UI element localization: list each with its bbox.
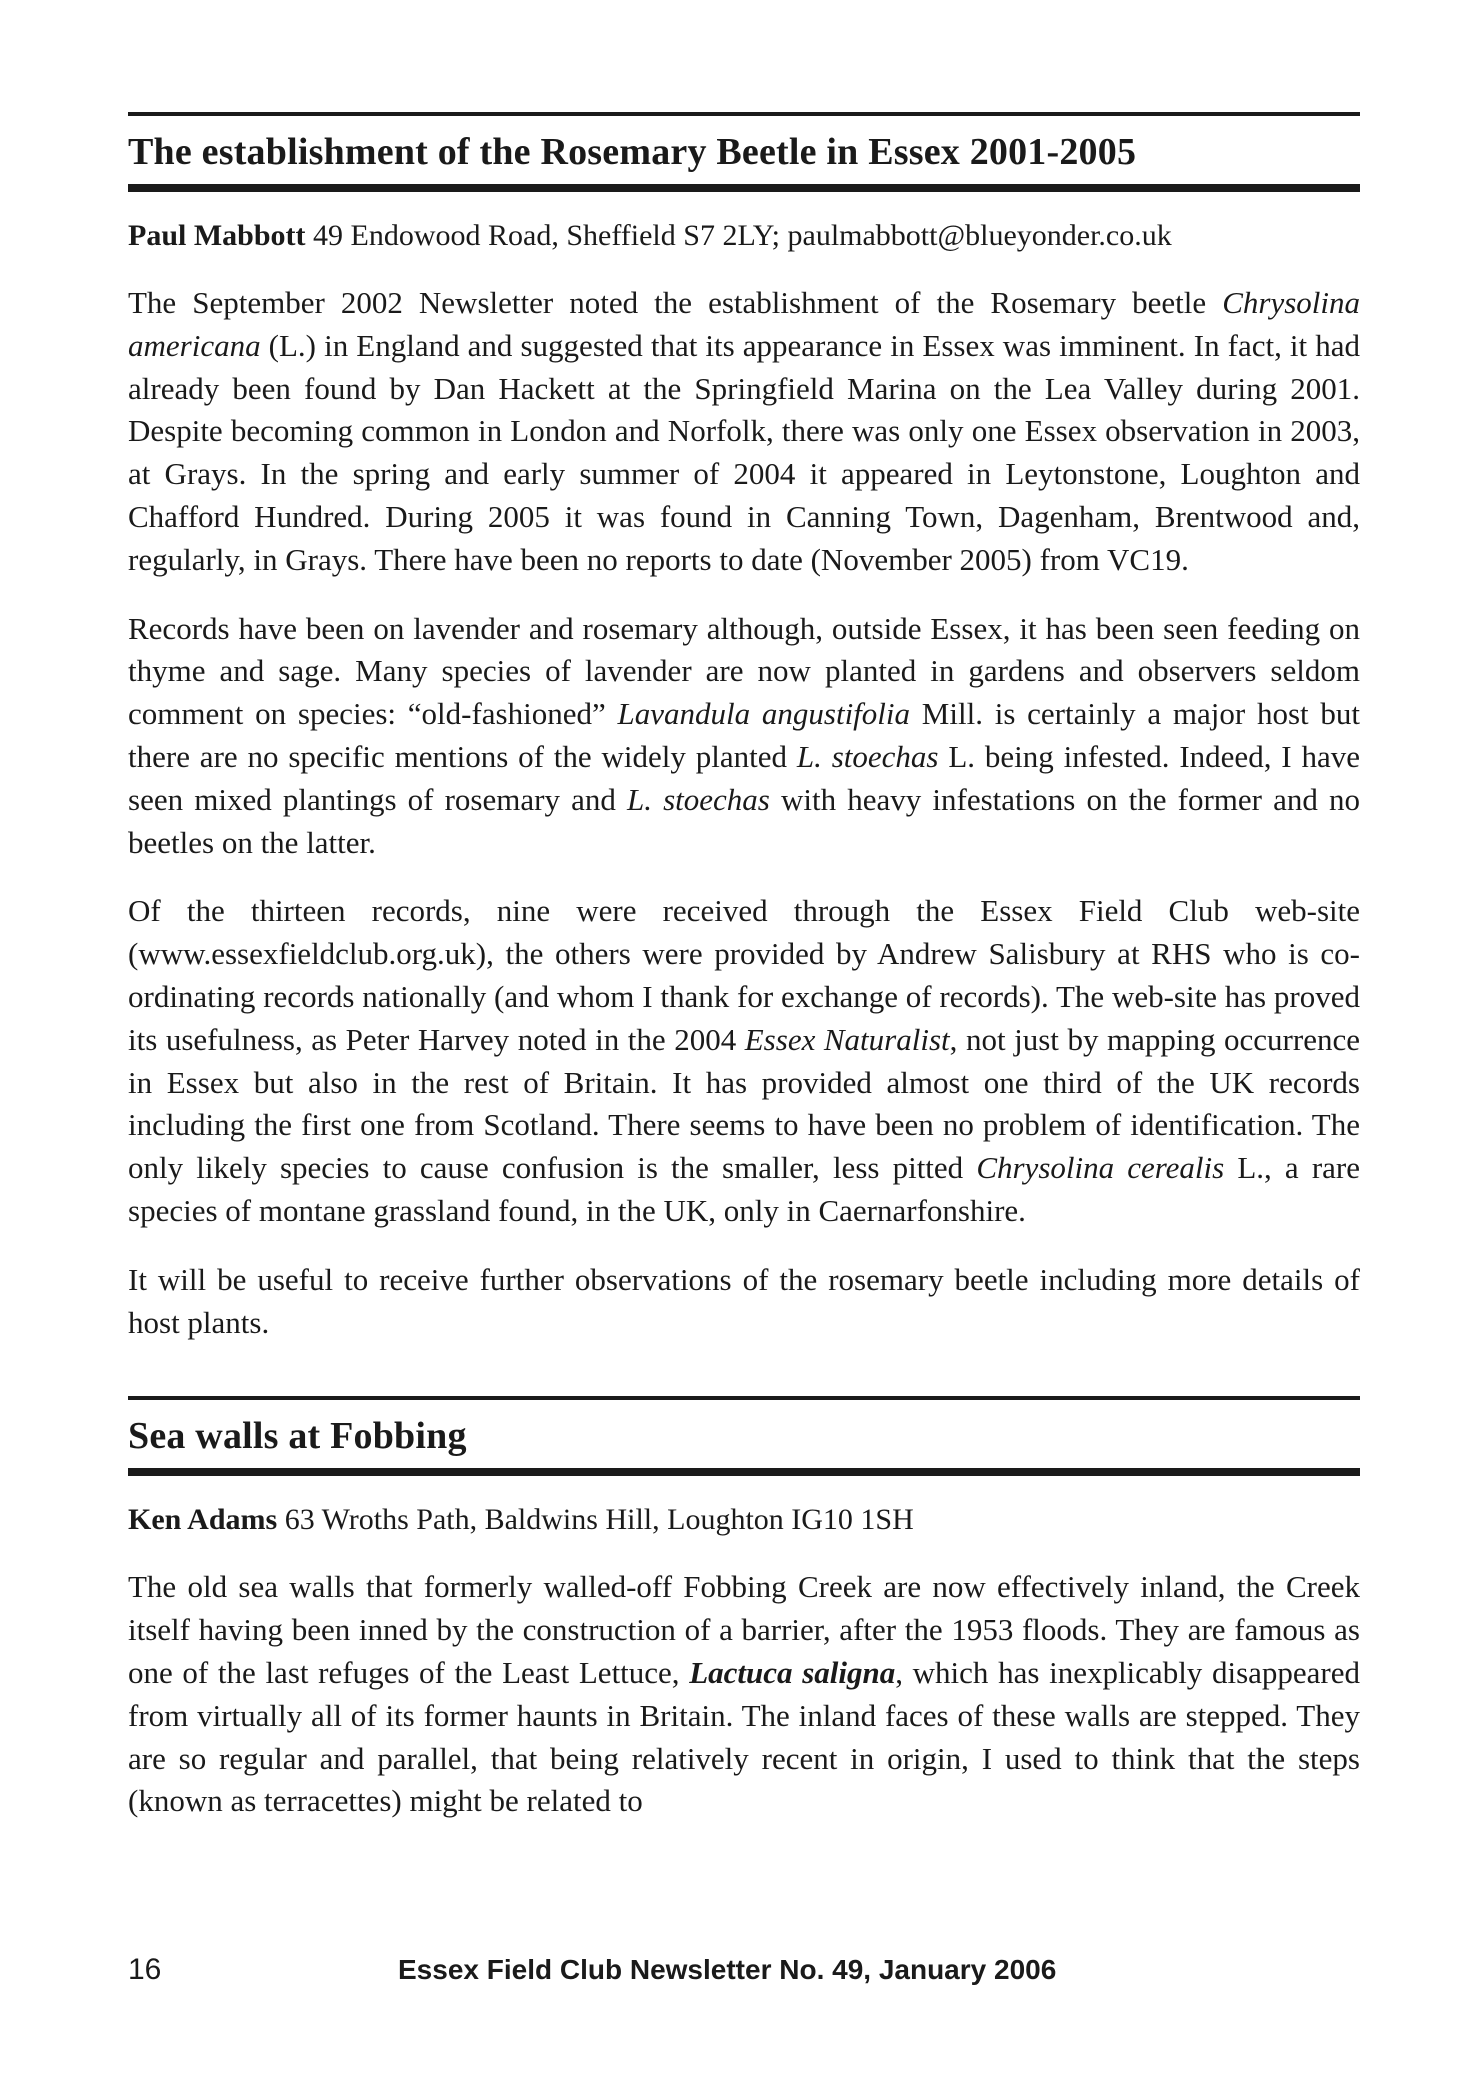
paragraph: It will be useful to receive further observations of the rosemary beetle including more details of host plants.	[128, 1261, 1360, 1340]
article-title-block	[128, 112, 1360, 192]
publication-title: Essex Field Club Newsletter No. 49, January 2006	[398, 1954, 1057, 1985]
text-run: (L.) in England and suggested that its appearance in Essex was imminent. In fact, it had already been found by Dan Hackett at the Springfield Marina on the Lea Valley during 2001. Despite becoming common in London and Norfolk, there was only one Essex observation in 2003, at Grays. In the spring and early summer of 2004 it appeared in Leytonstone, Loughton and Chafford Hundred. During 2005 it was found in Canning Town, Dagenham, Brentwood and, regularly, in Grays. There have been no reports to date (November 2005) from VC19.	[128, 327, 1360, 577]
species-name: L. stoechas	[796, 738, 939, 774]
text-run: The old sea walls that formerly walled-off Fobbing Creek are now effectively inland, the Creek itself having been inned by the construction of a barrier, after the 1953 floods. They are famous as one of the last refuges of the Least Lettuce,	[128, 1569, 1360, 1690]
text-run: The September 2002 Newsletter noted the establishment of the Rosemary beetle	[128, 285, 1223, 320]
text-run: with heavy infestations on the former and no beetles on the latter.	[128, 781, 1361, 860]
author-address: 49 Endowood Road, Sheffield S7 2LY; paulmabbott@blueyonder.co.uk	[305, 219, 1172, 252]
species-name: Chrysolina americana	[128, 285, 1360, 363]
species-name: Lactuca saligna	[689, 1654, 896, 1690]
paragraph	[128, 1566, 1360, 1823]
paragraph	[128, 282, 1360, 582]
text-run: , which has inexplicably disappeared from virtually all of its former haunts in Britain. The inland faces of these walls are stepped. They are so regular and parallel, that being relatively recent in origin, I used to think that the steps (known as terracettes) might be related to	[128, 1654, 1361, 1819]
author-name: Ken Adams	[128, 1503, 278, 1537]
publication-name: Essex Naturalist	[744, 1021, 950, 1057]
author-line	[128, 216, 1360, 256]
article-title: Sea walls at Fobbing	[128, 1415, 467, 1458]
author-address: 63 Wroths Path, Baldwins Hill, Loughton IG10 1SH	[277, 1503, 914, 1537]
article-two	[128, 1396, 1360, 1823]
page-footer	[128, 1950, 1360, 1990]
article-title: The establishment of the Rosemary Beetle in Essex 2001-2005	[128, 131, 1137, 173]
text-run: L., a rare species of montane grassland found, in the UK, only in Caernarfonshire.	[128, 1150, 1360, 1228]
paragraph	[128, 608, 1360, 865]
species-name: Lavandula angustifolia	[617, 696, 911, 732]
text-run: Of the thirteen records, nine were received through the Essex Field Club web-site (www.essexfieldclub.org.uk), the others were provided by Andrew Salisbury at RHS who is co-ordinating records nationally (and whom I thank for exchange of records). The web-site has proved its usefulness, as Peter Harvey noted in the 2004	[128, 893, 1360, 1057]
page-content	[128, 112, 1360, 1823]
text-run: , not just by mapping occurrence in Essex but also in the rest of Britain. It has provided almost one third of the UK records including the first one from Scotland. There seems to have been no problem of identification. The only likely species to cause confusion is the smaller, less pitted	[128, 1021, 1360, 1186]
text-run: L. being infested. Indeed, I have seen mixed plantings of rosemary and	[128, 738, 1360, 817]
article-title-block	[128, 1396, 1360, 1476]
text-run: Mill. is certainly a major host but there are no specific mentions of the widely planted	[128, 696, 1360, 774]
author-line	[128, 1500, 1360, 1540]
paragraph	[128, 890, 1360, 1232]
text-run: Records have been on lavender and rosemary although, outside Essex, it has been seen feeding on thyme and sage. Many species of lavender are now planted in gardens and observers seldom comment on species: “old-fashioned”	[128, 610, 1360, 732]
species-name: Chrysolina cerealis	[976, 1150, 1225, 1186]
author-name: Paul Mabbott	[128, 219, 306, 252]
page-number: 16	[128, 1953, 162, 1986]
species-name: L. stoechas	[626, 781, 770, 817]
